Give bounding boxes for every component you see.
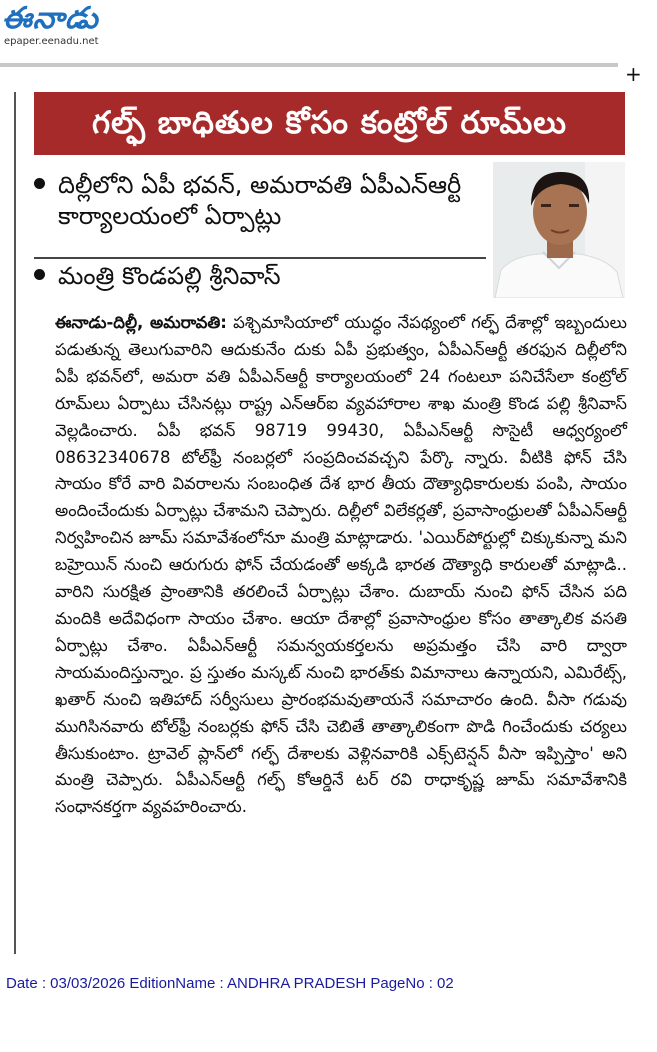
eenadu-logo[interactable] (2, 2, 142, 50)
subheading-bullet-2 (34, 261, 484, 292)
logo-url: epaper.eenadu.net (4, 36, 99, 47)
article-body-text: పశ్చిమాసియాలో యుద్ధం నేపథ్యంలో గల్ఫ్ దేశాల్లో ఇబ్బందులు పడుతున్న తెలుగువారిని ఆదుకునేం దుకు ఏపీ ప్రభుత్వం, ఏపీఎన్ఆర్టీ తరఫున దిల్లీలోని ఏపీ భవన్‌లో, అమరా వతి ఏపీఎన్ఆర్టీ కార్యాలయంలో 24 గంటలూ పనిచేసేలా కంట్రోల్ రూమ్‌లు ఏర్పాటు చేసినట్లు రాష్ట్ర ఎన్ఆర్ఐ వ్యవహారాల శాఖ మంత్రి కొండ పల్లి శ్రీనివాస్ వెల్లడించారు. ఏపీ భవన్ 98719 99430, ఏపీఎన్ఆర్టీ సొసైటీ ఆధ్వర్యంలో 08632340678 టోల్‌ఫ్రీ నంబర్లలో సంప్రదించవచ్చని పేర్కొ న్నారు. వీటికి ఫోన్ చేసి సాయం కోరే వారి వివరాలను సంబంధిత దేశ భార తీయ దౌత్యాధికారులకు పంపి, సాయం అందించేందుకు ఏర్పాట్లు చేశామని చెప్పారు. దిల్లీలో విలేకర్లతో, ప్రవాసాంధ్రులతో ఏపీఎన్ఆర్టీ నిర్వహించిన జూమ్ సమావేశంలోనూ మంత్రి మాట్లాడారు. 'ఎయిర్‌పోర్టుల్లో చిక్కుకున్నా మని బహ్రెయిన్ నుంచి ఆరుగురు ఫోన్ చేయడంతో అక్కడి భారత దౌత్యాధి కారులతో మాట్లాడి.. వారిని సురక్షిత ప్రాంతానికి తరలించే ఏర్పాట్లు చేశాం. దుబాయ్ నుంచి ఫోన్ చేసిన పది మందికి అదేవిధంగా సాయం చేశాం. ఆయా దేశాల్లో ప్రవాసాంధ్రుల కోసం తాత్కాలిక వసతి ఏర్పాట్లు చేశాం. ఏపీఎన్ఆర్టీ సమన్వయకర్తలను అప్రమత్తం చేసి వారి ద్వారా సాయమందిస్తున్నాం. ప్ర స్తుతం మస్కట్ నుంచి భారత్‌కు విమానాలు ఉన్నాయని, ఎమిరేట్స్, ఖతార్ నుంచి ఇతిహాద్ సర్వీసులు ప్రారంభమవుతాయనే సమాచారం ఉంది. వీసా గడువు ముగిసినవారు టోల్‌ఫ్రీ నంబర్లకు ఫోన్ చేసి చెబితే తాత్కాలికంగా పొడి గించేందుకు చర్యలు తీసుకుంటాం. ట్రావెల్ ప్లాన్‌లో గల్ఫ్ దేశాలకు వెళ్లినవారికి ఎక్స్‌టెన్షన్ వీసా ఇప్పిస్తాం' అని మంత్రి చెప్పారు. ఏపీఎన్ఆర్టీ గల్ఫ్ కోఆర్డినే టర్ రవి రాధాకృష్ణ జూమ్ సమావేశానికి సంధానకర్తగా వ్యవహరించారు. (55, 313, 627, 817)
bullet-dot-icon (34, 269, 45, 280)
plus-icon[interactable]: + (625, 62, 642, 86)
person-photo-icon (493, 162, 625, 298)
headline-banner: గల్ఫ్ బాధితుల కోసం కంట్రోల్ రూమ్‌లు (34, 92, 625, 155)
subheading-bullet-1 (34, 170, 484, 232)
article-body (55, 310, 627, 821)
bullet-dot-icon (34, 178, 45, 189)
subheading-text-1: దిల్లీలోని ఏపీ భవన్, అమరావతి ఏపీఎన్ఆర్టీ కార్యాలయంలో ఏర్పాట్లు (58, 171, 462, 230)
minister-photo (493, 162, 625, 298)
subheading-divider (34, 257, 486, 259)
edition-footer: Date : 03/03/2026 EditionName : ANDHRA PRADESH PageNo : 02 (6, 975, 454, 992)
logo-wordmark: ఈనాడు (2, 1, 99, 36)
top-divider (0, 63, 618, 67)
column-rule (14, 92, 16, 954)
dateline: ఈనాడు-దిల్లీ, అమరావతి: (55, 313, 227, 332)
subheading-text-2: మంత్రి కొండపల్లి శ్రీనివాస్ (58, 262, 281, 290)
